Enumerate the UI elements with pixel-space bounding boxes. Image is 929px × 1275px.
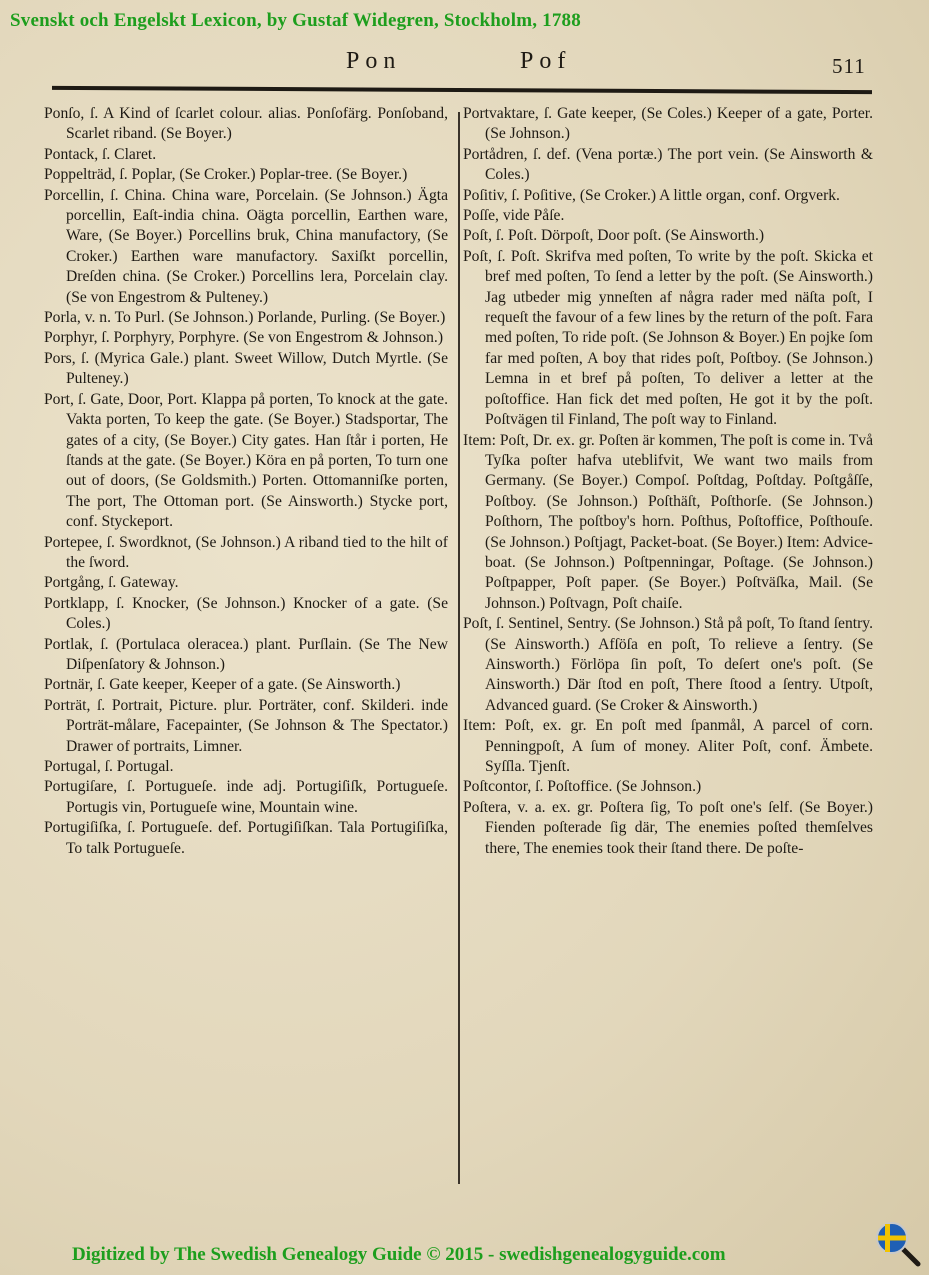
dictionary-entry: Poſt, ſ. Poſt. Skrifva med poſten, To write by the poſt. Skicka et bref med poſten, To ſend a letter by the poſt. (Se Ainsworth.) Jag utbeder mig ynneſten af några rader med näſta poſt, I requeſt the favour of a few lines by the return of the poſt. Fara med poſten, To ride poſt. (Se Johnson & Boyer.) En pojke ſom far med poſten, A boy that rides poſt, Poſtboy. (Se Johnson.) Lemna in et bref på poſten, To deliver a letter at the poſtoffice. Han fick det med poſten, He got it by the poſt. Poſtvägen til Finland, The poſt way to Finland.	[463, 247, 873, 429]
dictionary-entry: Portvaktare, ſ. Gate keeper, (Se Coles.) Keeper of a gate, Porter. (Se Johnson.)	[463, 105, 873, 143]
dictionary-entry: Pors, ſ. (Myrica Gale.) plant. Sweet Willow, Dutch Myrtle. (Se Pulteney.)	[44, 349, 448, 388]
dictionary-entry: Port, ſ. Gate, Door, Port. Klappa på porten, To knock at the gate. Vakta porten, To keep the gate. (Se Boyer.) Stadsportar, The gates of a city, (Se Boyer.) City gates. Han ſtår i porten, He ſtands at the gate. (Se Boyer.) Köra en på porten, To turn one out of doors, (Se Goldsmith.) Porten. Ottomanniſke porten, The port, The Ottoman port. (Se Ainsworth.) Stycke port, conf. Styckeport.	[44, 390, 448, 531]
dictionary-entry: Portnär, ſ. Gate keeper, Keeper of a gate. (Se Ainsworth.)	[44, 676, 401, 694]
dictionary-entry: Porla, v. n. To Purl. (Se Johnson.) Porlande, Purling. (Se Boyer.)	[44, 309, 446, 327]
dictionary-entry: Poſt, ſ. Poſt. Dörpoſt, Door poſt. (Se Ainsworth.)	[463, 227, 765, 245]
running-head-right: Pof	[520, 48, 572, 74]
source-banner: Svenskt och Engelskt Lexicon, by Gustaf Widegren, Stockholm, 1788	[10, 10, 581, 31]
dictionary-entry: Item: Poſt, Dr. ex. gr. Poſten är kommen, The poſt is come in. Två Tyſka poſter hafva uteblifvit, We want two mails from Germany. (Se Boyer.) Compoſ. Poſtdag, Poſtday. Poſtgåſſe, Poſtboy. (Se Johnson.) Poſthäſt, Poſthorſe. (Se Johnson.) Poſthorn, The poſtboy's horn. Poſthus, Poſtoffice, Poſthouſe. (Se Johnson.) Poſtjagt, Packet-boat. (Se Boyer.) Item: Advice-boat. (Se Johnson.) Poſtpenningar, Poſtage. (Se Johnson.) Poſtpapper, Poſt paper. (Se Boyer.) Poſtväſka, Mail. (Se Johnson.) Poſtvagn, Poſt chaiſe.	[463, 431, 873, 612]
dictionary-entry: Portklapp, ſ. Knocker, (Se Johnson.) Knocker of a gate. (Se Coles.)	[44, 594, 448, 633]
dictionary-entry: Portgång, ſ. Gateway.	[44, 574, 179, 592]
dictionary-entry: Poſtera, v. a. ex. gr. Poſtera ſig, To poſt one's ſelf. (Se Boyer.) Fienden poſterade ſig där, The enemies poſted themſelves there, The enemies took their ſtand there. De poſte-	[463, 798, 873, 857]
dictionary-entry: Portugiſare, ſ. Portugueſe. inde adj. Portugiſiſk, Portugueſe. Portugis vin, Portugueſe wine, Mountain wine.	[44, 778, 448, 816]
dictionary-entry: Porcellin, ſ. China. China ware, Porcelain. (Se Johnson.) Ägta porcellin, Eaſt-india china. Oägta porcellin, Earthen ware, Ware, (Se Boyer.) Porcellins bruk, China manufactory, (Se Croker.) Earthen ware manufactory. Saxiſkt porcellin, Dreſden china. (Se Croker.) Porcellins lera, Porcelain clay. (Se von Engestrom & Pulteney.)	[44, 186, 448, 306]
page-number: 511	[832, 54, 866, 78]
running-head	[0, 46, 929, 76]
dictionary-entry: Item: Poſt, ex. gr. En poſt med ſpanmål, A parcel of corn. Penningpoſt, A ſum of money. Aliter Poſt, conf. Ämbete. Syſſla. Tjenſt.	[463, 717, 873, 775]
column-divider	[458, 112, 460, 1184]
left-column	[44, 104, 448, 859]
dictionary-entry: Portlak, ſ. (Portulaca oleracea.) plant. Purſlain. (Se The New Diſpenſatory & Johnson.)	[44, 635, 448, 673]
dictionary-entry: Portugiſiſka, ſ. Portugueſe. def. Portugiſiſkan. Tala Portugiſiſka, To talk Portugueſe.	[44, 819, 448, 857]
dictionary-entry: Pontack, ſ. Claret.	[44, 145, 157, 163]
footer-watermark: Digitized by The Swedish Genealogy Guide © 2015 - swedishgenealogyguide.com	[72, 1244, 726, 1265]
dictionary-entry: Portepee, ſ. Swordknot, (Se Johnson.) A riband tied to the hilt of the ſword.	[44, 533, 448, 571]
swedish-flag-magnifier-icon	[874, 1220, 922, 1268]
dictionary-entry: Poppelträd, ſ. Poplar, (Se Croker.) Poplar-tree. (Se Boyer.)	[44, 166, 408, 184]
dictionary-entry: Poſitiv, ſ. Poſitive, (Se Croker.) A little organ, conf. Orgverk.	[463, 186, 840, 204]
dictionary-entry: Poſtcontor, ſ. Poſtoffice. (Se Johnson.)	[463, 778, 702, 796]
dictionary-entry: Porphyr, ſ. Porphyry, Porphyre. (Se von Engestrom & Johnson.)	[44, 329, 444, 347]
right-column	[463, 104, 873, 859]
dictionary-entry: Ponſo, ſ. A Kind of ſcarlet colour. alias. Ponſofärg. Ponſoband, Scarlet riband. (Se Boyer.)	[44, 105, 448, 143]
dictionary-entry: Portådren, ſ. def. (Vena portæ.) The port vein. (Se Ainsworth & Coles.)	[463, 145, 873, 184]
dictionary-entry: Porträt, ſ. Portrait, Picture. plur. Porträter, conf. Skilderi. inde Porträt-målare, Facepainter, (Se Johnson & The Spectator.) Drawer of portraits, Limner.	[44, 696, 448, 755]
dictionary-entry: Poſt, ſ. Sentinel, Sentry. (Se Johnson.) Stå på poſt, To ſtand ſentry. (Se Ainsworth.) Afſöſa en poſt, To relieve a ſentry. (Se Ainsworth.) Förlöpa ſin poſt, To deſert one's poſt. (Se Ainsworth.) Där ſtod en poſt, There ſtood a ſentry. Utpoſt, Advanced guard. (Se Croker & Ainsworth.)	[463, 615, 873, 714]
dictionary-entry: Poſſe, vide Påſe.	[463, 207, 565, 225]
running-head-left: Pon	[346, 48, 402, 74]
header-rule	[52, 86, 872, 94]
dictionary-entry: Portugal, ſ. Portugal.	[44, 758, 174, 775]
